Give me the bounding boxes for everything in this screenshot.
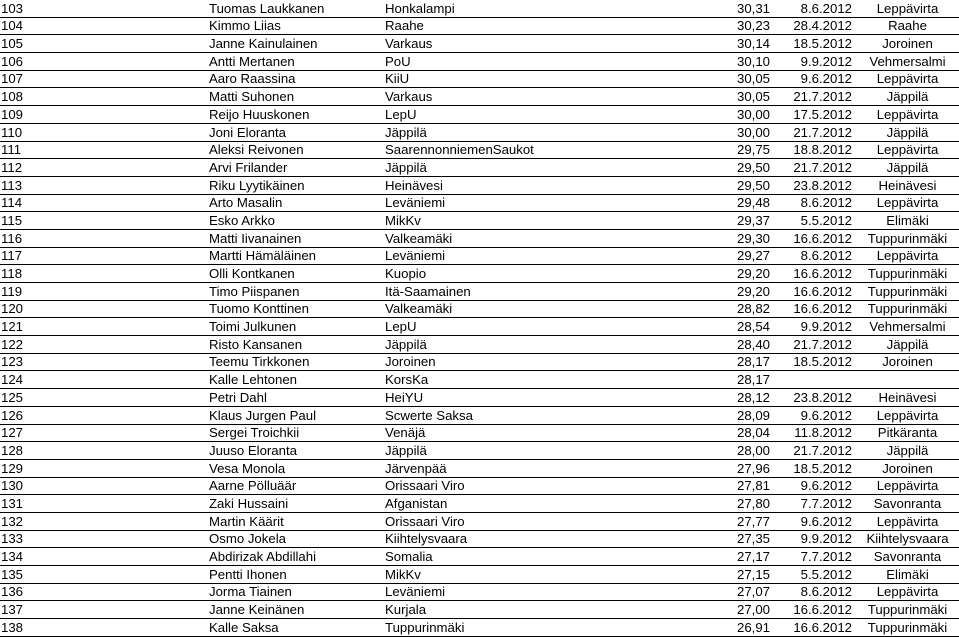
rank-cell: 132 [0, 512, 209, 530]
rank-cell: 124 [0, 371, 209, 389]
time-cell: 29,48 [568, 194, 772, 212]
rank-cell: 107 [0, 70, 209, 88]
table-row [0, 601, 959, 619]
name-cell: Kalle Saksa [209, 619, 385, 637]
name-cell: Teemu Tirkkonen [209, 353, 385, 371]
table-row [0, 265, 959, 283]
place-cell: Leppävirta [856, 0, 959, 17]
club-cell: Leväniemi [385, 583, 568, 601]
place-cell: Jäppilä [856, 336, 959, 354]
place-cell: Heinävesi [856, 389, 959, 407]
club-cell: Valkeamäki [385, 229, 568, 247]
time-cell: 30,05 [568, 70, 772, 88]
place-cell: Pitkäranta [856, 424, 959, 442]
table-row [0, 17, 959, 35]
date-cell: 17.5.2012 [772, 106, 856, 124]
place-cell: Vehmersalmi [856, 53, 959, 71]
name-cell: Timo Piispanen [209, 283, 385, 301]
rank-cell: 130 [0, 477, 209, 495]
time-cell: 27,35 [568, 530, 772, 548]
table-row [0, 88, 959, 106]
time-cell: 30,10 [568, 53, 772, 71]
place-cell: Joroinen [856, 459, 959, 477]
rank-cell: 119 [0, 283, 209, 301]
rank-cell: 123 [0, 353, 209, 371]
table-row [0, 424, 959, 442]
table-row [0, 159, 959, 177]
name-cell: Abdirizak Abdillahi [209, 548, 385, 566]
time-cell: 29,50 [568, 159, 772, 177]
time-cell: 28,82 [568, 300, 772, 318]
table-row [0, 229, 959, 247]
date-cell: 9.6.2012 [772, 512, 856, 530]
table-row [0, 477, 959, 495]
club-cell: Venäjä [385, 424, 568, 442]
time-cell: 30,23 [568, 17, 772, 35]
rank-cell: 105 [0, 35, 209, 53]
club-cell: SaarennonniemenSaukot [385, 141, 568, 159]
club-cell: Heinävesi [385, 176, 568, 194]
place-cell: Leppävirta [856, 194, 959, 212]
date-cell: 8.6.2012 [772, 247, 856, 265]
club-cell: Kiihtelysvaara [385, 530, 568, 548]
date-cell: 18.5.2012 [772, 35, 856, 53]
name-cell: Esko Arkko [209, 212, 385, 230]
place-cell: Tuppurinmäki [856, 601, 959, 619]
time-cell: 30,05 [568, 88, 772, 106]
place-cell: Tuppurinmäki [856, 300, 959, 318]
table-row [0, 53, 959, 71]
date-cell [772, 371, 856, 389]
club-cell: Kurjala [385, 601, 568, 619]
name-cell: Martti Hämäläinen [209, 247, 385, 265]
date-cell: 23.8.2012 [772, 389, 856, 407]
rank-cell: 108 [0, 88, 209, 106]
rank-cell: 127 [0, 424, 209, 442]
name-cell: Arvi Frilander [209, 159, 385, 177]
rank-cell: 120 [0, 300, 209, 318]
club-cell: KorsKa [385, 371, 568, 389]
name-cell: Janne Kainulainen [209, 35, 385, 53]
rank-cell: 103 [0, 0, 209, 17]
rank-cell: 116 [0, 229, 209, 247]
date-cell: 18.5.2012 [772, 459, 856, 477]
club-cell: Jäppilä [385, 123, 568, 141]
time-cell: 30,00 [568, 123, 772, 141]
name-cell: Klaus Jurgen Paul [209, 406, 385, 424]
club-cell: LepU [385, 106, 568, 124]
table-row [0, 512, 959, 530]
club-cell: Orissaari Viro [385, 512, 568, 530]
rank-cell: 110 [0, 123, 209, 141]
date-cell: 9.9.2012 [772, 53, 856, 71]
rank-cell: 137 [0, 601, 209, 619]
date-cell: 5.5.2012 [772, 212, 856, 230]
table-row [0, 566, 959, 584]
rank-cell: 128 [0, 442, 209, 460]
date-cell: 16.6.2012 [772, 229, 856, 247]
rank-cell: 111 [0, 141, 209, 159]
table-row [0, 70, 959, 88]
date-cell: 7.7.2012 [772, 495, 856, 513]
date-cell: 8.6.2012 [772, 0, 856, 17]
rank-cell: 131 [0, 495, 209, 513]
rank-cell: 113 [0, 176, 209, 194]
date-cell: 9.6.2012 [772, 406, 856, 424]
club-cell: Leväniemi [385, 194, 568, 212]
rank-cell: 114 [0, 194, 209, 212]
club-cell: Tuppurinmäki [385, 619, 568, 637]
date-cell: 18.5.2012 [772, 353, 856, 371]
time-cell: 30,31 [568, 0, 772, 17]
table-row [0, 300, 959, 318]
date-cell: 11.8.2012 [772, 424, 856, 442]
rank-cell: 109 [0, 106, 209, 124]
table-row [0, 389, 959, 407]
date-cell: 16.6.2012 [772, 283, 856, 301]
rank-cell: 129 [0, 459, 209, 477]
date-cell: 23.8.2012 [772, 176, 856, 194]
table-row [0, 371, 959, 389]
time-cell: 27,15 [568, 566, 772, 584]
date-cell: 16.6.2012 [772, 601, 856, 619]
time-cell: 28,17 [568, 353, 772, 371]
place-cell: Leppävirta [856, 512, 959, 530]
date-cell: 21.7.2012 [772, 159, 856, 177]
table-row [0, 548, 959, 566]
time-cell: 27,07 [568, 583, 772, 601]
club-cell: Valkeamäki [385, 300, 568, 318]
club-cell: MikKv [385, 212, 568, 230]
place-cell: Leppävirta [856, 106, 959, 124]
place-cell: Elimäki [856, 212, 959, 230]
table-row [0, 353, 959, 371]
rank-cell: 135 [0, 566, 209, 584]
place-cell: Jäppilä [856, 159, 959, 177]
place-cell: Leppävirta [856, 583, 959, 601]
time-cell: 27,77 [568, 512, 772, 530]
date-cell: 8.6.2012 [772, 194, 856, 212]
club-cell: Joroinen [385, 353, 568, 371]
name-cell: Sergei Troichkii [209, 424, 385, 442]
name-cell: Janne Keinänen [209, 601, 385, 619]
club-cell: Honkalampi [385, 0, 568, 17]
club-cell: Jäppilä [385, 336, 568, 354]
club-cell: KiiU [385, 70, 568, 88]
name-cell: Joni Eloranta [209, 123, 385, 141]
rank-cell: 138 [0, 619, 209, 637]
time-cell: 27,17 [568, 548, 772, 566]
place-cell: Leppävirta [856, 141, 959, 159]
name-cell: Pentti Ihonen [209, 566, 385, 584]
name-cell: Riku Lyytikäinen [209, 176, 385, 194]
club-cell: Jäppilä [385, 442, 568, 460]
place-cell: Leppävirta [856, 247, 959, 265]
time-cell: 27,81 [568, 477, 772, 495]
date-cell: 8.6.2012 [772, 583, 856, 601]
name-cell: Toimi Julkunen [209, 318, 385, 336]
time-cell: 28,09 [568, 406, 772, 424]
name-cell: Kalle Lehtonen [209, 371, 385, 389]
table-row [0, 35, 959, 53]
name-cell: Aaro Raassina [209, 70, 385, 88]
time-cell: 28,54 [568, 318, 772, 336]
table-row [0, 283, 959, 301]
name-cell: Risto Kansanen [209, 336, 385, 354]
rank-cell: 104 [0, 17, 209, 35]
place-cell: Savonranta [856, 495, 959, 513]
place-cell: Tuppurinmäki [856, 619, 959, 637]
time-cell: 27,96 [568, 459, 772, 477]
date-cell: 21.7.2012 [772, 123, 856, 141]
date-cell: 16.6.2012 [772, 265, 856, 283]
time-cell: 29,30 [568, 229, 772, 247]
time-cell: 29,50 [568, 176, 772, 194]
club-cell: Järvenpää [385, 459, 568, 477]
time-cell: 27,80 [568, 495, 772, 513]
date-cell: 9.6.2012 [772, 70, 856, 88]
place-cell: Joroinen [856, 35, 959, 53]
rank-cell: 115 [0, 212, 209, 230]
time-cell: 29,20 [568, 265, 772, 283]
date-cell: 7.7.2012 [772, 548, 856, 566]
table-row [0, 176, 959, 194]
place-cell: Heinävesi [856, 176, 959, 194]
table-row [0, 247, 959, 265]
place-cell: Tuppurinmäki [856, 265, 959, 283]
place-cell [856, 371, 959, 389]
place-cell: Kiihtelysvaara [856, 530, 959, 548]
club-cell: Kuopio [385, 265, 568, 283]
rank-cell: 121 [0, 318, 209, 336]
place-cell: Elimäki [856, 566, 959, 584]
club-cell: Itä-Saamainen [385, 283, 568, 301]
place-cell: Vehmersalmi [856, 318, 959, 336]
date-cell: 16.6.2012 [772, 619, 856, 637]
place-cell: Jäppilä [856, 88, 959, 106]
date-cell: 5.5.2012 [772, 566, 856, 584]
time-cell: 28,04 [568, 424, 772, 442]
time-cell: 29,37 [568, 212, 772, 230]
time-cell: 28,17 [568, 371, 772, 389]
rank-cell: 118 [0, 265, 209, 283]
place-cell: Tuppurinmäki [856, 229, 959, 247]
table-row [0, 123, 959, 141]
club-cell: Raahe [385, 17, 568, 35]
time-cell: 30,14 [568, 35, 772, 53]
table-row [0, 442, 959, 460]
date-cell: 9.9.2012 [772, 318, 856, 336]
rank-cell: 134 [0, 548, 209, 566]
rank-cell: 117 [0, 247, 209, 265]
name-cell: Matti Suhonen [209, 88, 385, 106]
time-cell: 26,91 [568, 619, 772, 637]
time-cell: 28,12 [568, 389, 772, 407]
name-cell: Olli Kontkanen [209, 265, 385, 283]
rank-cell: 125 [0, 389, 209, 407]
place-cell: Tuppurinmäki [856, 283, 959, 301]
rank-cell: 136 [0, 583, 209, 601]
time-cell: 28,40 [568, 336, 772, 354]
club-cell: Jäppilä [385, 159, 568, 177]
table-row [0, 459, 959, 477]
name-cell: Tuomas Laukkanen [209, 0, 385, 17]
name-cell: Matti Iivanainen [209, 229, 385, 247]
club-cell: Varkaus [385, 88, 568, 106]
name-cell: Osmo Jokela [209, 530, 385, 548]
table-row [0, 0, 959, 17]
table-row [0, 619, 959, 637]
table-row [0, 495, 959, 513]
time-cell: 27,00 [568, 601, 772, 619]
date-cell: 21.7.2012 [772, 88, 856, 106]
club-cell: Varkaus [385, 35, 568, 53]
date-cell: 28.4.2012 [772, 17, 856, 35]
name-cell: Kimmo Liias [209, 17, 385, 35]
table-row [0, 530, 959, 548]
rank-cell: 122 [0, 336, 209, 354]
date-cell: 9.9.2012 [772, 530, 856, 548]
name-cell: Vesa Monola [209, 459, 385, 477]
table-row [0, 318, 959, 336]
table-row [0, 212, 959, 230]
name-cell: Aleksi Reivonen [209, 141, 385, 159]
table-row [0, 336, 959, 354]
time-cell: 28,00 [568, 442, 772, 460]
table-row [0, 583, 959, 601]
club-cell: Somalia [385, 548, 568, 566]
place-cell: Leppävirta [856, 477, 959, 495]
place-cell: Leppävirta [856, 70, 959, 88]
place-cell: Raahe [856, 17, 959, 35]
time-cell: 29,20 [568, 283, 772, 301]
club-cell: LepU [385, 318, 568, 336]
name-cell: Zaki Hussaini [209, 495, 385, 513]
rank-cell: 112 [0, 159, 209, 177]
table-row [0, 194, 959, 212]
club-cell: Leväniemi [385, 247, 568, 265]
place-cell: Leppävirta [856, 406, 959, 424]
date-cell: 16.6.2012 [772, 300, 856, 318]
place-cell: Savonranta [856, 548, 959, 566]
name-cell: Petri Dahl [209, 389, 385, 407]
rank-cell: 133 [0, 530, 209, 548]
table-row [0, 106, 959, 124]
name-cell: Arto Masalin [209, 194, 385, 212]
place-cell: Jäppilä [856, 123, 959, 141]
club-cell: MikKv [385, 566, 568, 584]
date-cell: 21.7.2012 [772, 336, 856, 354]
time-cell: 29,27 [568, 247, 772, 265]
table-row [0, 141, 959, 159]
place-cell: Jäppilä [856, 442, 959, 460]
name-cell: Tuomo Konttinen [209, 300, 385, 318]
date-cell: 9.6.2012 [772, 477, 856, 495]
rank-cell: 126 [0, 406, 209, 424]
rank-cell: 106 [0, 53, 209, 71]
name-cell: Antti Mertanen [209, 53, 385, 71]
name-cell: Juuso Eloranta [209, 442, 385, 460]
time-cell: 29,75 [568, 141, 772, 159]
club-cell: Afganistan [385, 495, 568, 513]
club-cell: HeiYU [385, 389, 568, 407]
time-cell: 30,00 [568, 106, 772, 124]
club-cell: PoU [385, 53, 568, 71]
name-cell: Reijo Huuskonen [209, 106, 385, 124]
place-cell: Joroinen [856, 353, 959, 371]
name-cell: Jorma Tiainen [209, 583, 385, 601]
club-cell: Orissaari Viro [385, 477, 568, 495]
name-cell: Aarne Pölluäär [209, 477, 385, 495]
date-cell: 21.7.2012 [772, 442, 856, 460]
club-cell: Scwerte Saksa [385, 406, 568, 424]
table-row [0, 406, 959, 424]
date-cell: 18.8.2012 [772, 141, 856, 159]
name-cell: Martin Käärit [209, 512, 385, 530]
